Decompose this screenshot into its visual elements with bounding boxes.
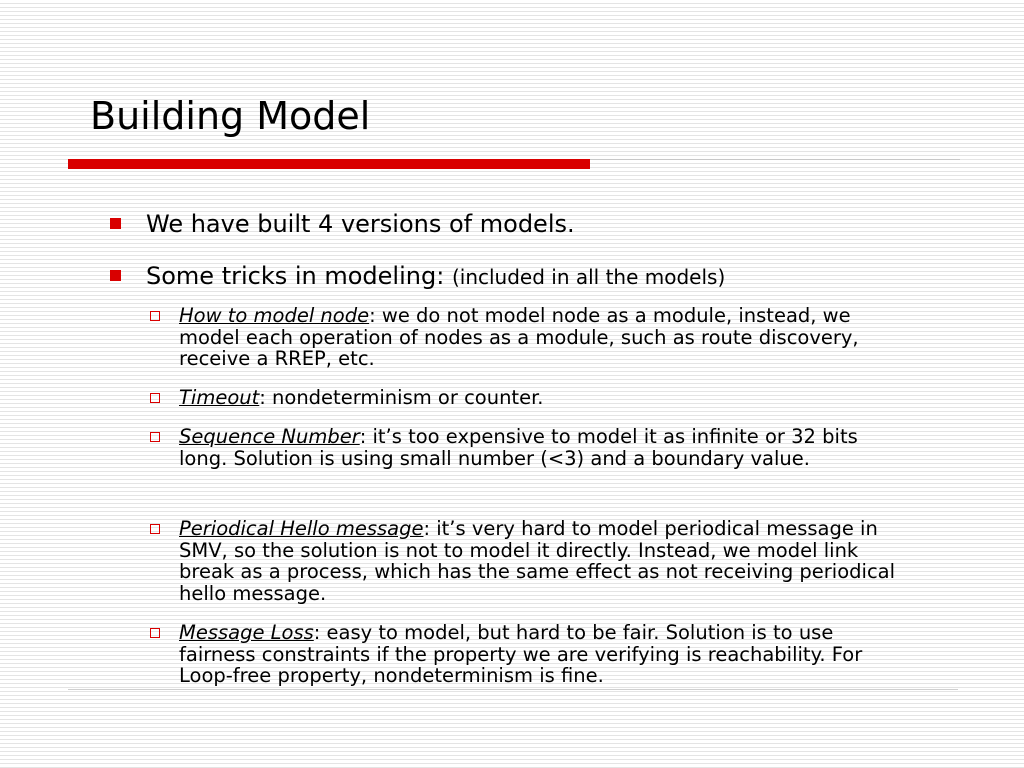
sub-bullet-term: Message Loss (179, 621, 314, 644)
sub-bullet-text: : nondeterminism or counter. (259, 386, 544, 409)
bullet-text: Some tricks in modeling: (146, 262, 445, 290)
hollow-square-bullet-icon (150, 628, 160, 638)
bullet-text: We have built 4 versions of models. (146, 210, 575, 238)
sub-bullet-term: Timeout (179, 386, 260, 409)
title-underline-line (590, 159, 960, 160)
hollow-square-bullet-icon (150, 432, 160, 442)
title-underline-accent (68, 159, 590, 169)
footer-divider (68, 689, 958, 690)
sub-bullet-text: : it’s very hard to model periodical message in SMV, so the solution is not to model it directly. Instead, we model link break as a process, which has the same effect as not receiving periodical hello message. (179, 517, 896, 605)
square-bullet-icon (110, 270, 121, 281)
sub-bullet-term: Sequence Number (179, 425, 360, 448)
sub-bullet-term: How to model node (179, 304, 370, 327)
square-bullet-icon (110, 218, 121, 229)
sub-bullet-term: Periodical Hello message (179, 517, 424, 540)
sub-bullet-text: : it’s too expensive to model it as infinite or 32 bits long. Solution is using small number (<3) and a boundary value. (179, 425, 858, 470)
hollow-square-bullet-icon (150, 524, 160, 534)
sub-bullet-text: : easy to model, but hard to be fair. Solution is to use fairness constraints if the property we are verifying is reachability. For Loop-free property, nondeterminism is fine. (179, 621, 863, 687)
bullet-note: (included in all the models) (451, 265, 726, 289)
sub-bullet-text: : we do not model node as a module, instead, we model each operation of nodes as a module, such as route discovery, receive a RREP, etc. (179, 304, 859, 370)
slide-title: Building Model (90, 94, 371, 138)
hollow-square-bullet-icon (150, 393, 160, 403)
hollow-square-bullet-icon (150, 311, 160, 321)
